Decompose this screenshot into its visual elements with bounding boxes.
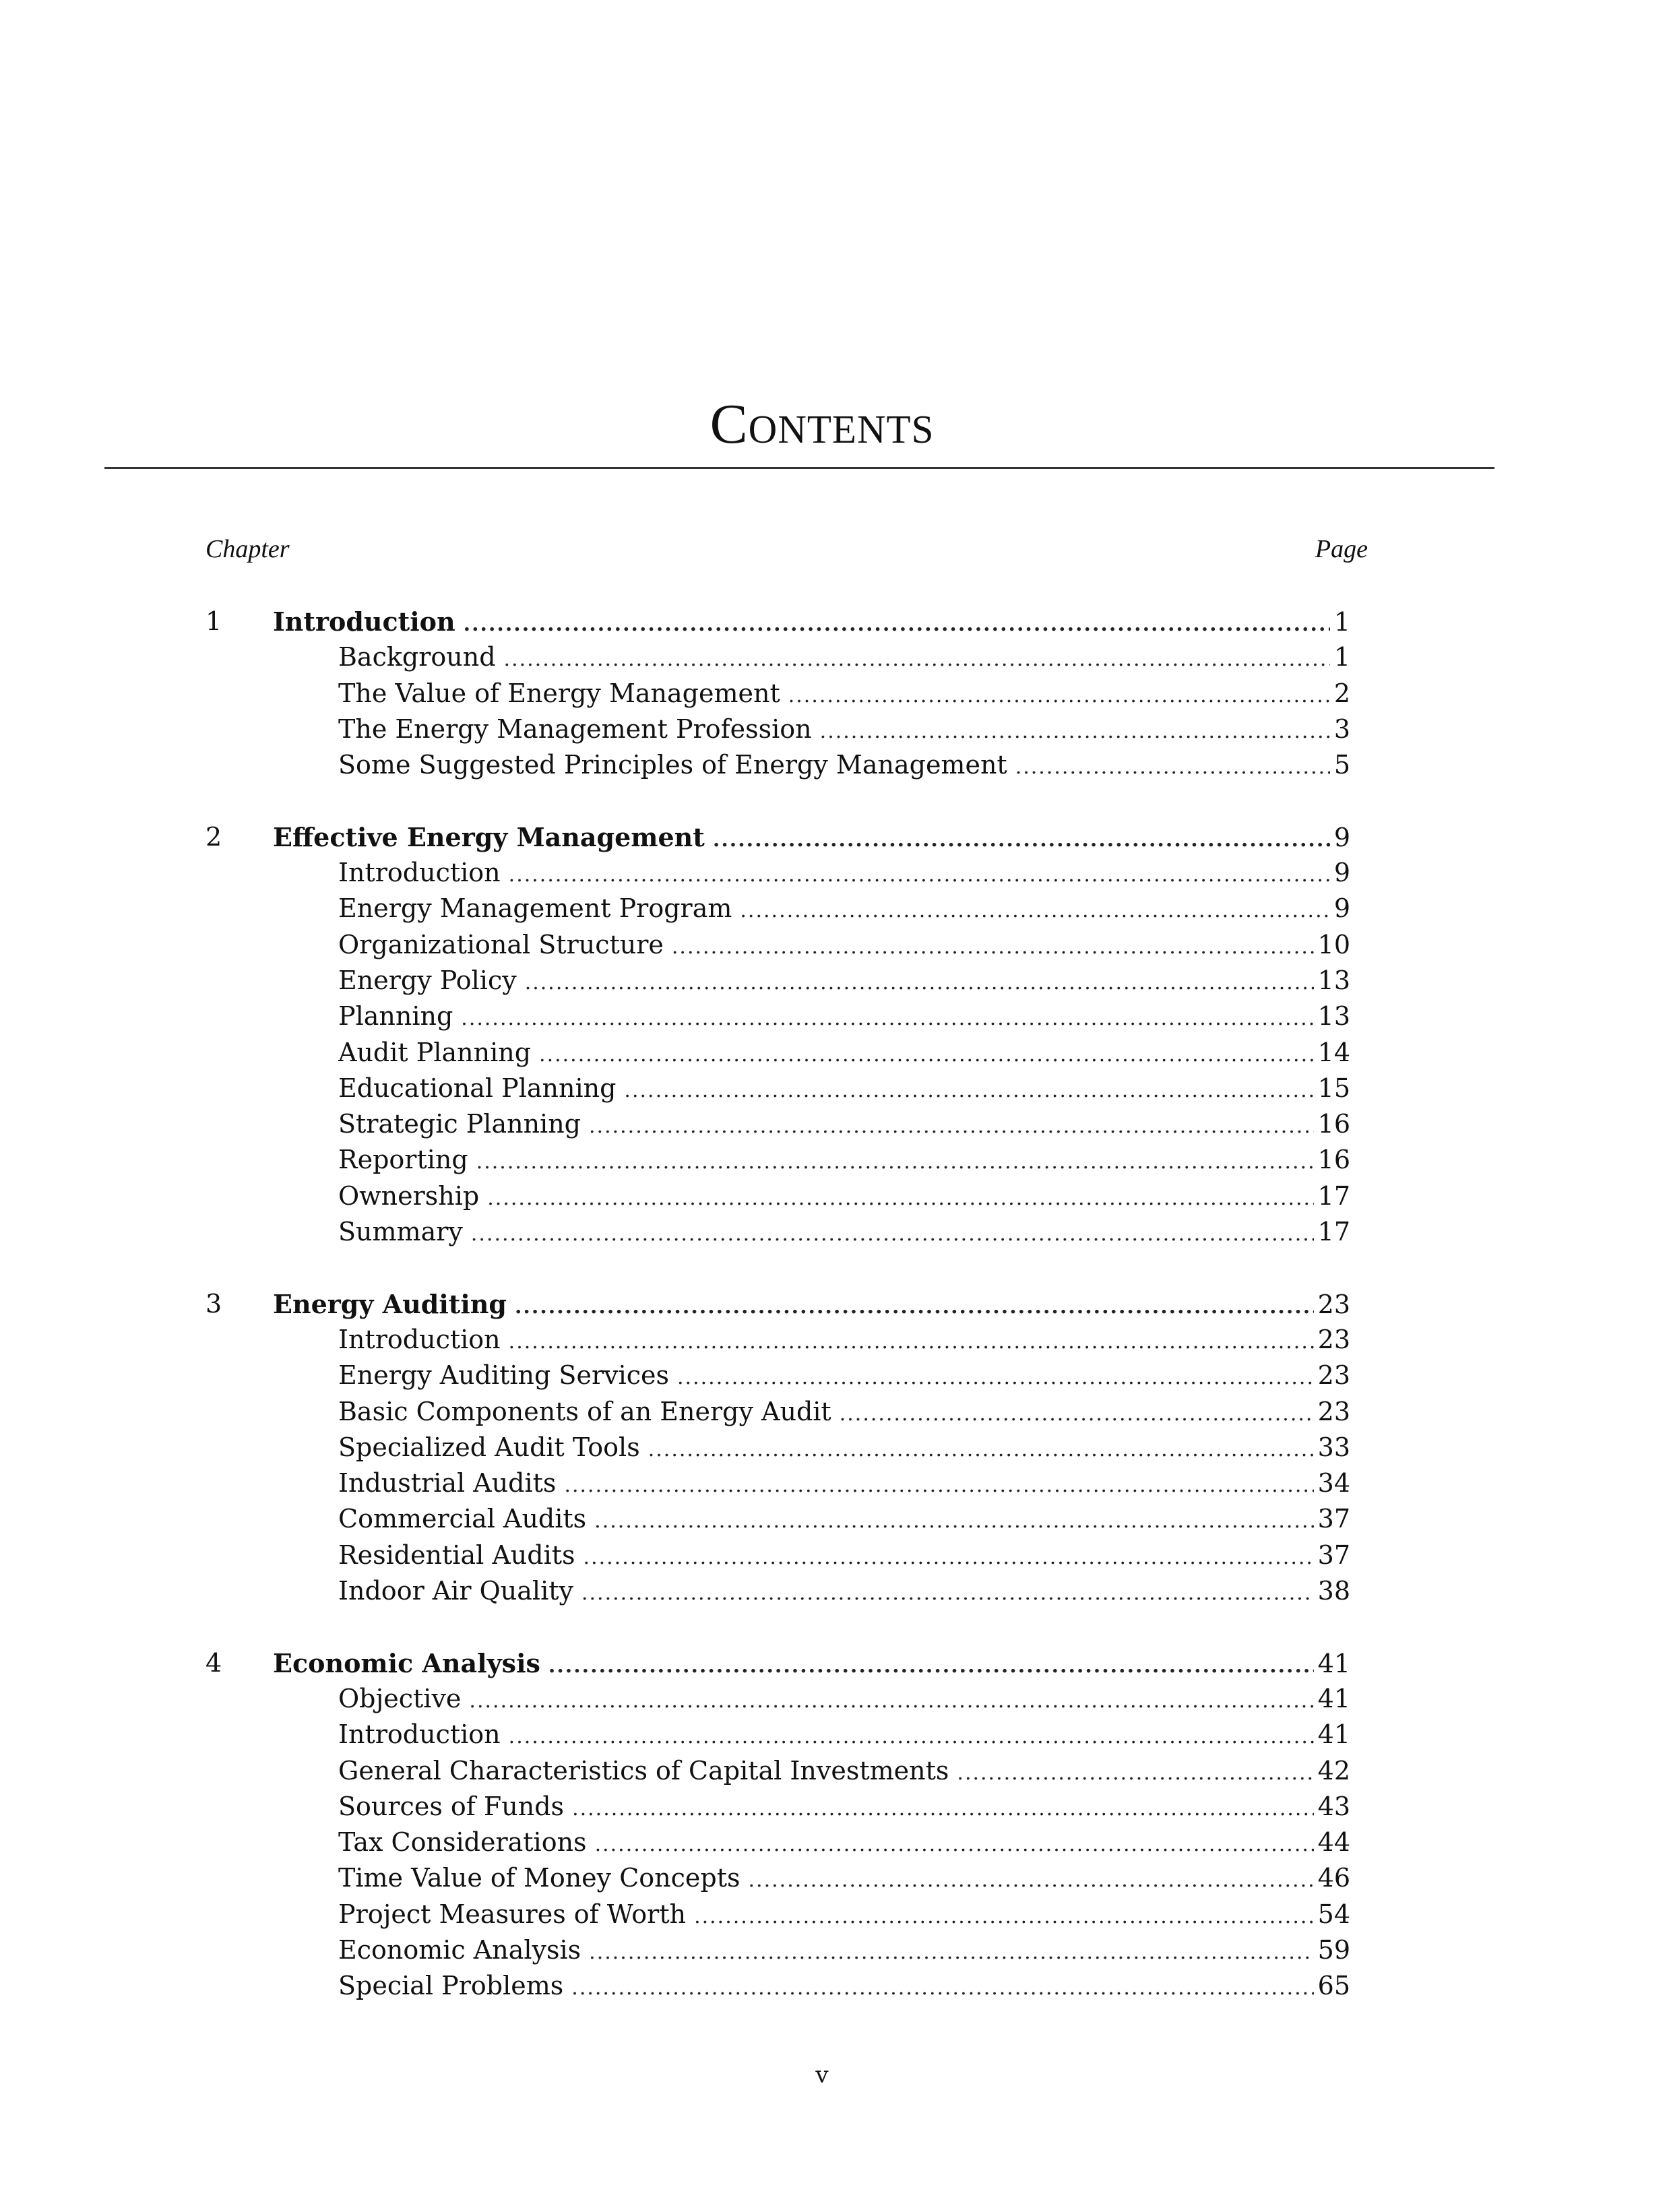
section-title: Time Value of Money Concepts <box>338 1860 749 1896</box>
page-number: 2 <box>1333 678 1350 708</box>
section-entry <box>0 1465 1671 1501</box>
dot-leader <box>589 1934 1313 1970</box>
toc-entry-line <box>338 747 1350 785</box>
section-title: Ownership <box>338 1178 487 1214</box>
page-number: 34 <box>1317 1468 1350 1498</box>
page-number: 14 <box>1317 1037 1350 1067</box>
page-number: 5 <box>1333 750 1350 780</box>
dot-leader <box>471 1216 1314 1252</box>
toc-entry-line <box>338 1573 1350 1611</box>
section-entry <box>0 1430 1671 1465</box>
toc-entry-line <box>338 1753 1350 1791</box>
section-title: Commercial Audits <box>338 1501 594 1537</box>
section-title: Tax Considerations <box>338 1825 595 1860</box>
toc-entry-line <box>338 855 1350 893</box>
toc-entry-line <box>338 891 1350 928</box>
dot-leader <box>624 1073 1313 1108</box>
toc-entry-line <box>338 1538 1350 1575</box>
section-entry <box>0 999 1671 1034</box>
toc-entry-line <box>338 1681 1350 1719</box>
page-number: 41 <box>1317 1719 1350 1750</box>
page-number: 15 <box>1317 1073 1350 1103</box>
section-title: Summary <box>338 1214 471 1250</box>
dot-leader <box>464 606 1330 642</box>
dot-leader <box>539 1037 1314 1073</box>
dot-leader <box>595 1827 1314 1862</box>
toc-entry-line <box>338 1968 1350 2006</box>
dot-leader <box>469 1683 1313 1719</box>
dot-leader <box>957 1755 1313 1791</box>
dot-leader <box>571 1970 1313 2006</box>
section-entry <box>0 1897 1671 1932</box>
page-number: 10 <box>1317 929 1350 959</box>
toc-entry-line <box>273 819 1350 858</box>
chapter-number: 2 <box>206 821 222 852</box>
toc-entry-line <box>338 1178 1350 1216</box>
section-entry <box>0 927 1671 963</box>
toc-entry-line <box>338 1106 1350 1144</box>
section-title: Residential Audits <box>338 1538 584 1573</box>
chapter-number: 3 <box>206 1288 222 1319</box>
chapter-spacer <box>0 1609 1671 1645</box>
toc-entry-line <box>338 1501 1350 1539</box>
title-rule <box>104 467 1494 469</box>
section-title: Energy Auditing Services <box>338 1358 677 1393</box>
dot-leader <box>515 1289 1314 1325</box>
page-number: 46 <box>1317 1863 1350 1893</box>
section-title: General Characteristics of Capital Investments <box>338 1753 957 1789</box>
page-number: 9 <box>1333 858 1350 888</box>
section-entry <box>0 963 1671 999</box>
section-title: Planning <box>338 999 461 1034</box>
dot-leader <box>572 1791 1314 1827</box>
chapter-entry <box>0 819 1671 855</box>
section-entry <box>0 1753 1671 1789</box>
page-number: 54 <box>1317 1899 1350 1929</box>
chapter-spacer <box>0 1250 1671 1286</box>
page-number: 43 <box>1317 1791 1350 1821</box>
dot-leader <box>713 822 1330 858</box>
dot-leader <box>672 929 1314 965</box>
page-number: 33 <box>1317 1432 1350 1462</box>
section-entry <box>0 1968 1671 2004</box>
toc-entry-line <box>338 1897 1350 1934</box>
toc-entry-line <box>338 1214 1350 1252</box>
section-title: Special Problems <box>338 1968 571 2004</box>
chapter-entry <box>0 1645 1671 1681</box>
page-number: 3 <box>1333 714 1350 744</box>
page-number: 41 <box>1317 1648 1350 1678</box>
dot-leader <box>1015 749 1330 785</box>
page-number: 42 <box>1317 1755 1350 1786</box>
dot-leader <box>589 1108 1314 1144</box>
toc-entry-line <box>273 1645 1350 1684</box>
page-number: 13 <box>1317 1001 1350 1032</box>
page-number: 1 <box>1333 607 1350 637</box>
chapter-title: Effective Energy Management <box>273 819 713 855</box>
section-title: Objective <box>338 1681 469 1717</box>
section-title: Strategic Planning <box>338 1106 589 1142</box>
toc-entry-line <box>338 1860 1350 1898</box>
section-entry <box>0 1789 1671 1825</box>
chapter-title: Economic Analysis <box>273 1645 548 1681</box>
dot-leader <box>740 893 1329 928</box>
section-title: Industrial Audits <box>338 1465 564 1501</box>
chapter-title: Introduction <box>273 604 464 639</box>
chapter-spacer <box>0 783 1671 819</box>
section-entry <box>0 1825 1671 1860</box>
section-entry <box>0 1178 1671 1214</box>
toc-entry-line <box>338 639 1350 677</box>
page-number: 65 <box>1317 1971 1350 2001</box>
page-number: 16 <box>1317 1145 1350 1175</box>
page-number: 23 <box>1317 1396 1350 1426</box>
toc-entry-line <box>338 676 1350 714</box>
section-title: Sources of Funds <box>338 1789 572 1825</box>
section-title: The Value of Energy Management <box>338 676 788 712</box>
section-entry <box>0 855 1671 891</box>
page-number: 44 <box>1317 1827 1350 1858</box>
dot-leader <box>548 1648 1314 1684</box>
chapter-title: Energy Auditing <box>273 1286 515 1322</box>
page-number: 13 <box>1317 965 1350 995</box>
toc-entry-line <box>338 1825 1350 1862</box>
toc-entry-line <box>273 1286 1350 1325</box>
dot-leader <box>476 1144 1314 1180</box>
page-number: 37 <box>1317 1504 1350 1534</box>
toc-entry-line <box>338 712 1350 749</box>
section-entry <box>0 1538 1671 1573</box>
section-entry <box>0 1214 1671 1250</box>
section-entry <box>0 891 1671 926</box>
page-number: 37 <box>1317 1540 1350 1570</box>
chapter-entry <box>0 604 1671 639</box>
dot-leader <box>509 1719 1314 1755</box>
page-number: 17 <box>1317 1217 1350 1247</box>
section-entry <box>0 676 1671 712</box>
dot-leader <box>487 1180 1313 1216</box>
page-number: 59 <box>1317 1934 1350 1965</box>
page-number: 38 <box>1317 1576 1350 1606</box>
section-entry <box>0 1573 1671 1609</box>
section-entry <box>0 1106 1671 1142</box>
section-title: Introduction <box>338 855 509 891</box>
toc-entry-line <box>338 1035 1350 1073</box>
dot-leader <box>820 714 1330 749</box>
toc-entry-line <box>338 1465 1350 1503</box>
chapter-number: 1 <box>206 606 222 636</box>
section-title: Project Measures of Worth <box>338 1897 694 1932</box>
section-title: Energy Policy <box>338 963 525 999</box>
section-entry <box>0 1932 1671 1968</box>
toc-entry-line <box>338 927 1350 965</box>
section-title: Basic Components of an Energy Audit <box>338 1394 840 1430</box>
section-entry <box>0 1394 1671 1430</box>
dot-leader <box>525 965 1314 1001</box>
page-number: 9 <box>1333 822 1350 852</box>
toc-entry-line <box>338 963 1350 1001</box>
toc-entry-line <box>338 999 1350 1036</box>
chapter-entry <box>0 1286 1671 1322</box>
chapter-column-header: Chapter <box>206 535 290 563</box>
section-title: Introduction <box>338 1322 509 1358</box>
page-number: 17 <box>1317 1180 1350 1211</box>
page-number: 9 <box>1333 893 1350 924</box>
section-title: Audit Planning <box>338 1035 539 1071</box>
section-entry <box>0 1071 1671 1106</box>
dot-leader <box>677 1360 1314 1395</box>
toc-entry-line <box>338 1932 1350 1970</box>
section-title: Specialized Audit Tools <box>338 1430 648 1465</box>
toc-entry-line <box>273 604 1350 642</box>
page-number: 41 <box>1317 1683 1350 1713</box>
section-entry <box>0 1322 1671 1358</box>
toc-entry-line <box>338 1071 1350 1108</box>
toc-entry-line <box>338 1717 1350 1755</box>
chapter-number: 4 <box>206 1647 222 1678</box>
toc-entry-line <box>338 1142 1350 1180</box>
toc-entry-line <box>338 1322 1350 1360</box>
toc-entry-line <box>338 1394 1350 1432</box>
section-entry <box>0 1501 1671 1537</box>
section-title: Reporting <box>338 1142 476 1178</box>
dot-leader <box>504 641 1330 677</box>
section-title: Organizational Structure <box>338 927 672 963</box>
toc-entry-line <box>338 1430 1350 1467</box>
section-title: Some Suggested Principles of Energy Management <box>338 747 1015 783</box>
page-number: 23 <box>1317 1324 1350 1354</box>
page-title: Contents <box>710 393 935 455</box>
dot-leader <box>648 1432 1314 1467</box>
section-title: Indoor Air Quality <box>338 1573 581 1609</box>
dot-leader <box>509 1324 1314 1360</box>
dot-leader <box>564 1467 1313 1503</box>
table-of-contents <box>0 604 1671 2004</box>
section-entry <box>0 639 1671 675</box>
section-entry <box>0 1860 1671 1896</box>
dot-leader <box>461 1001 1313 1036</box>
toc-entry-line <box>338 1789 1350 1827</box>
section-entry <box>0 747 1671 783</box>
page-column-header: Page <box>1315 535 1368 563</box>
dot-leader <box>581 1575 1314 1611</box>
section-entry <box>0 712 1671 747</box>
dot-leader <box>840 1396 1314 1432</box>
dot-leader <box>594 1503 1313 1539</box>
dot-leader <box>584 1540 1314 1575</box>
page-number: 16 <box>1317 1109 1350 1139</box>
section-title: Economic Analysis <box>338 1932 589 1968</box>
page-number: 1 <box>1333 642 1350 672</box>
section-entry <box>0 1358 1671 1393</box>
section-title: Energy Management Program <box>338 891 740 926</box>
section-entry <box>0 1142 1671 1178</box>
dot-leader <box>694 1899 1314 1934</box>
dot-leader <box>749 1862 1314 1898</box>
section-title: The Energy Management Profession <box>338 712 820 747</box>
section-title: Introduction <box>338 1717 509 1752</box>
toc-entry-line <box>338 1358 1350 1395</box>
page-folio: v <box>815 2062 829 2089</box>
page-number: 23 <box>1317 1360 1350 1391</box>
section-title: Background <box>338 639 504 675</box>
section-entry <box>0 1681 1671 1717</box>
section-title: Educational Planning <box>338 1071 624 1106</box>
section-entry <box>0 1035 1671 1071</box>
dot-leader <box>788 678 1330 714</box>
dot-leader <box>509 857 1330 893</box>
page-number: 23 <box>1317 1289 1350 1319</box>
section-entry <box>0 1717 1671 1752</box>
